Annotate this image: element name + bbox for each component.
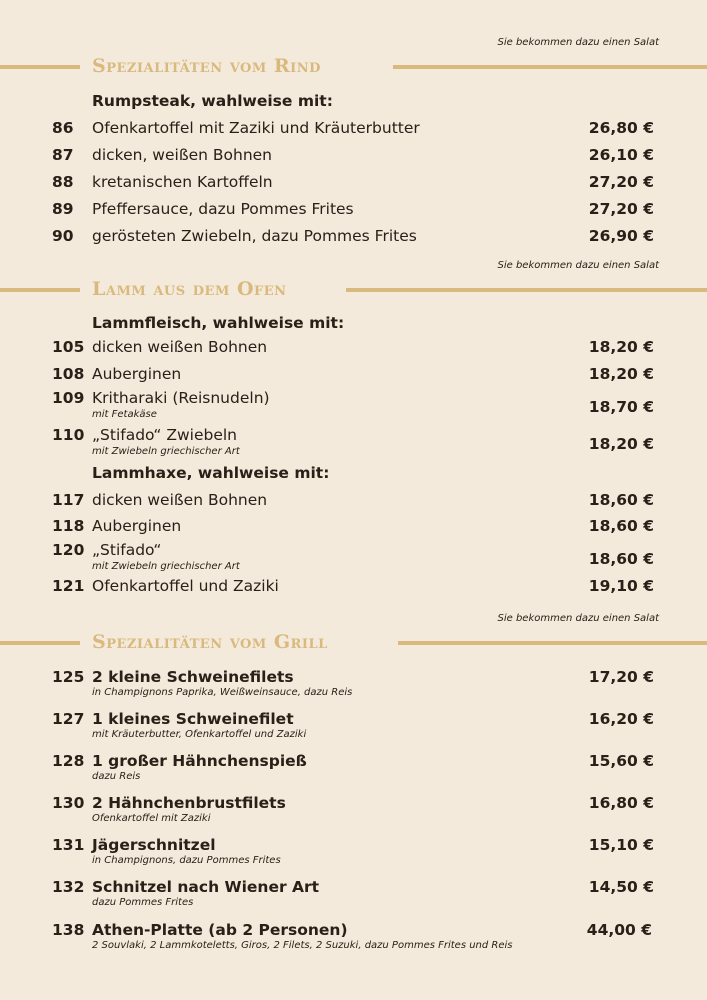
menu-item [0, 119, 707, 146]
menu-item [0, 668, 707, 710]
lamm-list [0, 314, 707, 604]
item-name: 1 kleines Schweinefilet [92, 710, 294, 728]
item-price: 17,20 € [588, 668, 654, 686]
intro-line [0, 314, 707, 338]
menu-item [0, 752, 707, 794]
divider [398, 641, 707, 645]
menu-item [0, 921, 707, 961]
item-number: 89 [52, 200, 74, 218]
section-header [0, 37, 707, 81]
menu-item [0, 836, 707, 878]
item-description: mit Fetakäse [92, 409, 157, 420]
menu-item [0, 227, 707, 254]
divider [346, 288, 707, 292]
menu-item [0, 577, 707, 604]
item-description: 2 Souvlaki, 2 Lammkoteletts, Giros, 2 Filets, 2 Suzuki, dazu Pommes Frites und Reis [92, 940, 513, 951]
menu-item [0, 794, 707, 836]
item-price: 15,10 € [588, 836, 654, 854]
menu-item [0, 200, 707, 227]
item-name: Athen-Platte (ab 2 Personen) [92, 921, 348, 939]
menu-item [0, 338, 707, 365]
item-number: 138 [52, 921, 85, 939]
item-number: 90 [52, 227, 74, 245]
intro-text: Lammfleisch, wahlweise mit: [92, 314, 345, 332]
item-name: Jägerschnitzel [92, 836, 216, 854]
intro-line [0, 92, 707, 119]
section-lamm [0, 260, 707, 304]
item-name: Auberginen [92, 365, 182, 383]
item-name: „Stifado“ [92, 541, 162, 559]
item-price: 26,90 € [588, 227, 654, 245]
item-name: 1 großer Hähnchenspieß [92, 752, 307, 770]
item-price: 27,20 € [588, 200, 654, 218]
item-price: 18,60 € [588, 517, 654, 535]
section-rind [0, 37, 707, 81]
item-price: 18,20 € [588, 365, 654, 383]
section-title: Spezialitäten vom Grill [92, 631, 328, 653]
menu-item [0, 426, 707, 464]
item-price: 18,60 € [588, 491, 654, 509]
intro-text: Lammhaxe, wahlweise mit: [92, 464, 330, 482]
menu-item [0, 389, 707, 426]
rind-list [0, 92, 707, 254]
salad-note: Sie bekommen dazu einen Salat [497, 613, 659, 624]
item-name: Ofenkartoffel mit Zaziki und Kräuterbutter [92, 119, 420, 137]
section-header [0, 613, 707, 657]
item-price: 16,80 € [588, 794, 654, 812]
item-price: 18,20 € [588, 435, 654, 453]
item-number: 118 [52, 517, 85, 535]
item-description: mit Zwiebeln griechischer Art [92, 446, 240, 457]
item-name: 2 kleine Schweinefilets [92, 668, 294, 686]
grill-list [0, 668, 707, 961]
item-name: „Stifado“ Zwiebeln [92, 426, 238, 444]
item-price: 44,00 € [586, 921, 652, 939]
menu-item [0, 710, 707, 752]
menu-item [0, 491, 707, 517]
item-description: dazu Reis [92, 771, 141, 782]
item-number: 88 [52, 173, 74, 191]
item-price: 26,10 € [588, 146, 654, 164]
item-number: 131 [52, 836, 85, 854]
item-name: dicken weißen Bohnen [92, 491, 268, 509]
item-name: Ofenkartoffel und Zaziki [92, 577, 279, 595]
intro-line [0, 464, 707, 491]
item-number: 87 [52, 146, 74, 164]
item-name: Pfeffersauce, dazu Pommes Frites [92, 200, 354, 218]
item-name: kretanischen Kartoffeln [92, 173, 273, 191]
item-description: dazu Pommes Frites [92, 897, 194, 908]
item-number: 120 [52, 541, 85, 559]
item-price: 16,20 € [588, 710, 654, 728]
salad-note: Sie bekommen dazu einen Salat [497, 37, 659, 48]
item-price: 19,10 € [588, 577, 654, 595]
intro-text: Rumpsteak, wahlweise mit: [92, 92, 333, 110]
menu-item [0, 365, 707, 389]
item-number: 117 [52, 491, 85, 509]
item-number: 110 [52, 426, 85, 444]
item-number: 127 [52, 710, 85, 728]
item-number: 109 [52, 389, 85, 407]
item-number: 125 [52, 668, 85, 686]
item-price: 18,20 € [588, 338, 654, 356]
section-header [0, 260, 707, 304]
item-number: 130 [52, 794, 85, 812]
section-title: Spezialitäten vom Rind [92, 55, 321, 77]
divider [393, 65, 707, 69]
item-price: 18,70 € [588, 398, 654, 416]
menu-item [0, 517, 707, 541]
item-name: dicken, weißen Bohnen [92, 146, 272, 164]
item-name: gerösteten Zwiebeln, dazu Pommes Frites [92, 227, 417, 245]
menu-item [0, 541, 707, 577]
item-description: in Champignons Paprika, Weißweinsauce, dazu Reis [92, 687, 353, 698]
item-number: 121 [52, 577, 85, 595]
divider [0, 641, 80, 645]
item-description: in Champignons, dazu Pommes Frites [92, 855, 281, 866]
item-number: 128 [52, 752, 85, 770]
divider [0, 65, 80, 69]
item-name: Auberginen [92, 517, 182, 535]
divider [0, 288, 80, 292]
item-description: mit Kräuterbutter, Ofenkartoffel und Zaziki [92, 729, 307, 740]
item-name: dicken weißen Bohnen [92, 338, 268, 356]
item-number: 108 [52, 365, 85, 383]
item-number: 105 [52, 338, 85, 356]
menu-item [0, 173, 707, 200]
item-price: 15,60 € [588, 752, 654, 770]
salad-note: Sie bekommen dazu einen Salat [497, 260, 659, 271]
item-description: mit Zwiebeln griechischer Art [92, 561, 240, 572]
menu-item [0, 146, 707, 173]
menu-item [0, 878, 707, 921]
section-title: Lamm aus dem Ofen [92, 278, 287, 300]
item-price: 26,80 € [588, 119, 654, 137]
item-name: 2 Hähnchenbrustfilets [92, 794, 286, 812]
item-price: 27,20 € [588, 173, 654, 191]
item-price: 14,50 € [588, 878, 654, 896]
section-grill [0, 613, 707, 657]
item-name: Schnitzel nach Wiener Art [92, 878, 320, 896]
item-price: 18,60 € [588, 550, 654, 568]
item-number: 132 [52, 878, 85, 896]
item-number: 86 [52, 119, 74, 137]
item-name: Kritharaki (Reisnudeln) [92, 389, 270, 407]
item-description: Ofenkartoffel mit Zaziki [92, 813, 211, 824]
